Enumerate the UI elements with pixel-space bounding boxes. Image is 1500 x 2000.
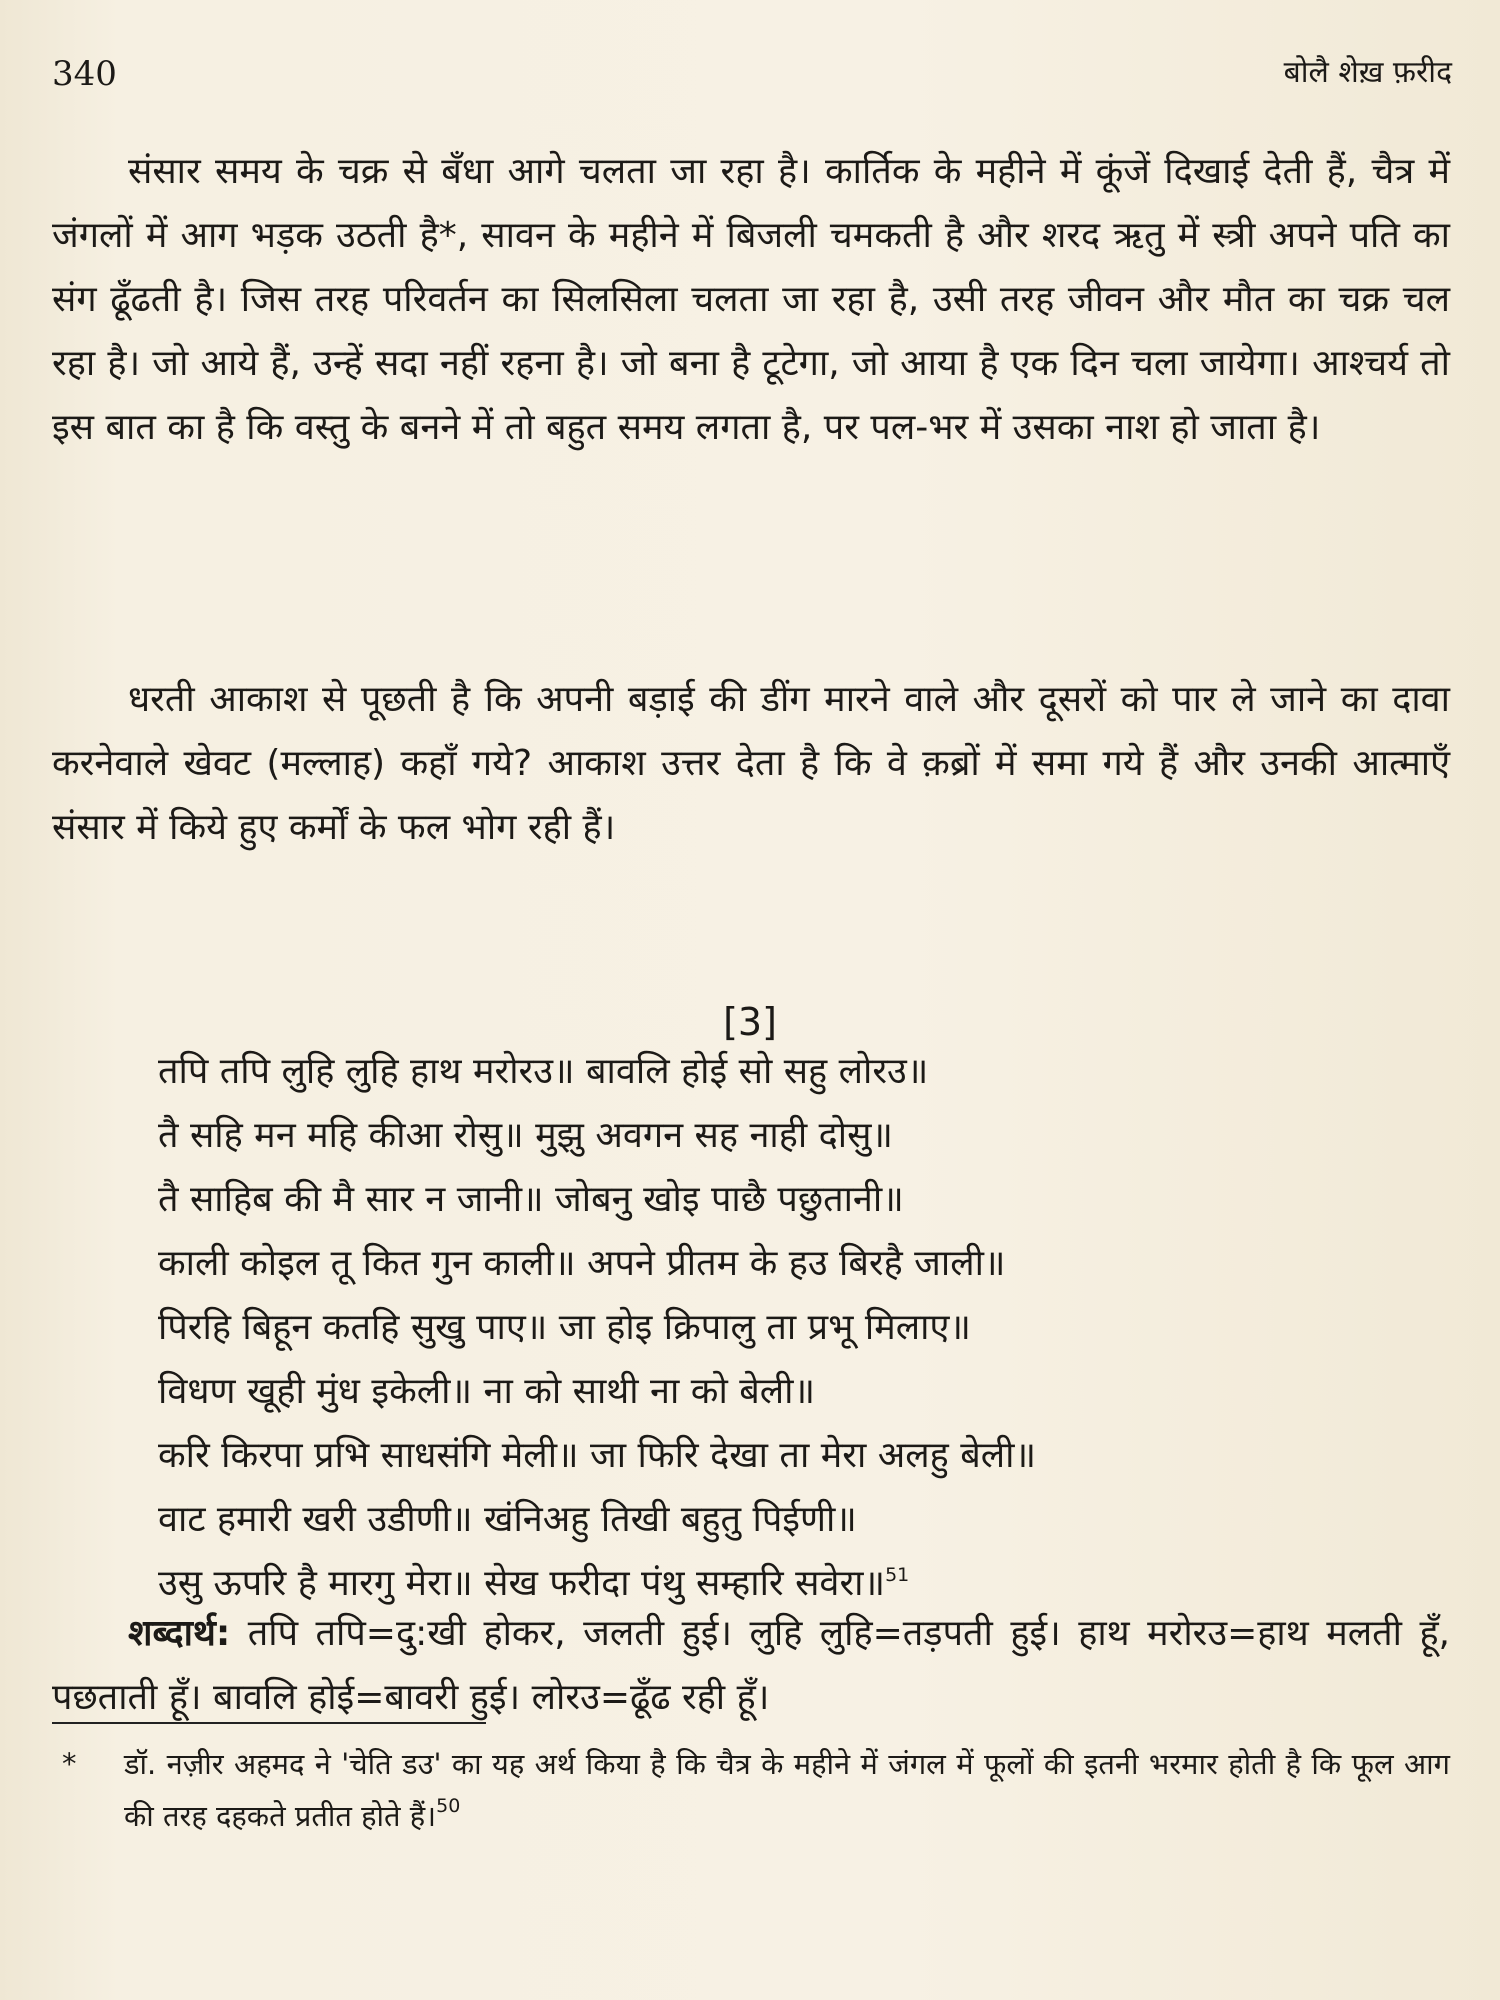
- footnote-divider: [52, 1722, 486, 1724]
- verse-line: पिरहि बिहून कतहि सुखु पाए॥ जा होइ क्रिपालु ता प्रभू मिलाए॥: [158, 1307, 971, 1348]
- footnote-marker: *: [62, 1747, 77, 1781]
- verse-line: विधण खूही मुंध इकेली॥ ना को साथी ना को बेली॥: [158, 1371, 816, 1412]
- verse-line: तपि तपि लुहि लुहि हाथ मरोरउ॥ बावलि होई सो सहु लोरउ॥: [158, 1051, 929, 1092]
- glossary-label: शब्दार्थ:: [128, 1613, 231, 1654]
- paragraph-2: धरती आकाश से पूछती है कि अपनी बड़ाई की डींग मारने वाले और दूसरों को पार ले जाने का दावा करनेवाले खेवट (मल्लाह) कहाँ गये? आकाश उत्तर देता है कि वे क़ब्रों में समा गये हैं और उनकी आत्माएँ संसार में किये हुए कर्मों के फल भोग रही हैं।: [52, 679, 1450, 848]
- section-number: [3]: [723, 1000, 777, 1044]
- footnote: [52, 1738, 1450, 1846]
- verse-line: काली कोइल तू कित गुन काली॥ अपने प्रीतम के हउ बिरहै जाली॥: [158, 1243, 1006, 1284]
- verse-reference: 51: [885, 1564, 910, 1586]
- footnote-reference: 50: [436, 1795, 461, 1817]
- page-header: [52, 50, 1452, 100]
- running-title: बोलै शेख़ फ़रीद: [1283, 55, 1452, 90]
- verse-text: उसु ऊपरि है मारगु मेरा॥ सेख फरीदा पंथु सम्हारि सवेरा॥: [158, 1563, 886, 1604]
- verse-line: करि किरपा प्रभि साधसंगि मेली॥ जा फिरि देखा ता मेरा अलहु बेली॥: [158, 1435, 1037, 1476]
- paragraph-1: संसार समय के चक्र से बँधा आगे चलता जा रहा है। कार्तिक के महीने में कूंजें दिखाई देती हैं, चैत्र में जंगलों में आग भड़क उठती है*, सावन के महीने में बिजली चमकती है और शरद ऋतु में स्त्री अपने पति का संग ढूँढती है। जिस तरह परिवर्तन का सिलसिला चलता जा रहा है, उसी तरह जीवन और मौत का चक्र चल रहा है। जो आये हैं, उन्हें सदा नहीं रहना है। जो बना है टूटेगा, जो आया है एक दिन चला जायेगा। आश्चर्य तो इस बात का है कि वस्तु के बनने में तो बहुत समय लगता है, पर पल-भर में उसका नाश हो जाता है।: [52, 151, 1450, 448]
- glossary: [52, 1602, 1450, 1730]
- footnote-body: [124, 1738, 1450, 1846]
- verse-line: तै सहि मन महि कीआ रोसु॥ मुझु अवगन सह नाही दोसु॥: [158, 1115, 893, 1156]
- verse-line: वाट हमारी खरी उडीणी॥ खंनिअहु तिखी बहुतु पिईणी॥: [158, 1499, 857, 1540]
- verse-block: [158, 1040, 1448, 1616]
- glossary-text: तपि तपि=दु:खी होकर, जलती हुई। लुहि लुहि=तड़पती हुई। हाथ मरोरउ=हाथ मलती हूँ, पछताती हूँ। बावलि होई=बावरी हुई। लोरउ=ढूँढ रही हूँ।: [52, 1613, 1450, 1718]
- page-number: 340: [52, 54, 117, 94]
- verse-line: तै साहिब की मै सार न जानी॥ जोबनु खोइ पाछै पछुतानी॥: [158, 1179, 904, 1220]
- footnote-text: डॉ. नज़ीर अहमद ने 'चेति डउ' का यह अर्थ किया है कि चैत्र के महीने में जंगल में फूलों की इतनी भरमार होती है कि फूल आग की तरह दहकते प्रतीत होते हैं।: [124, 1747, 1450, 1833]
